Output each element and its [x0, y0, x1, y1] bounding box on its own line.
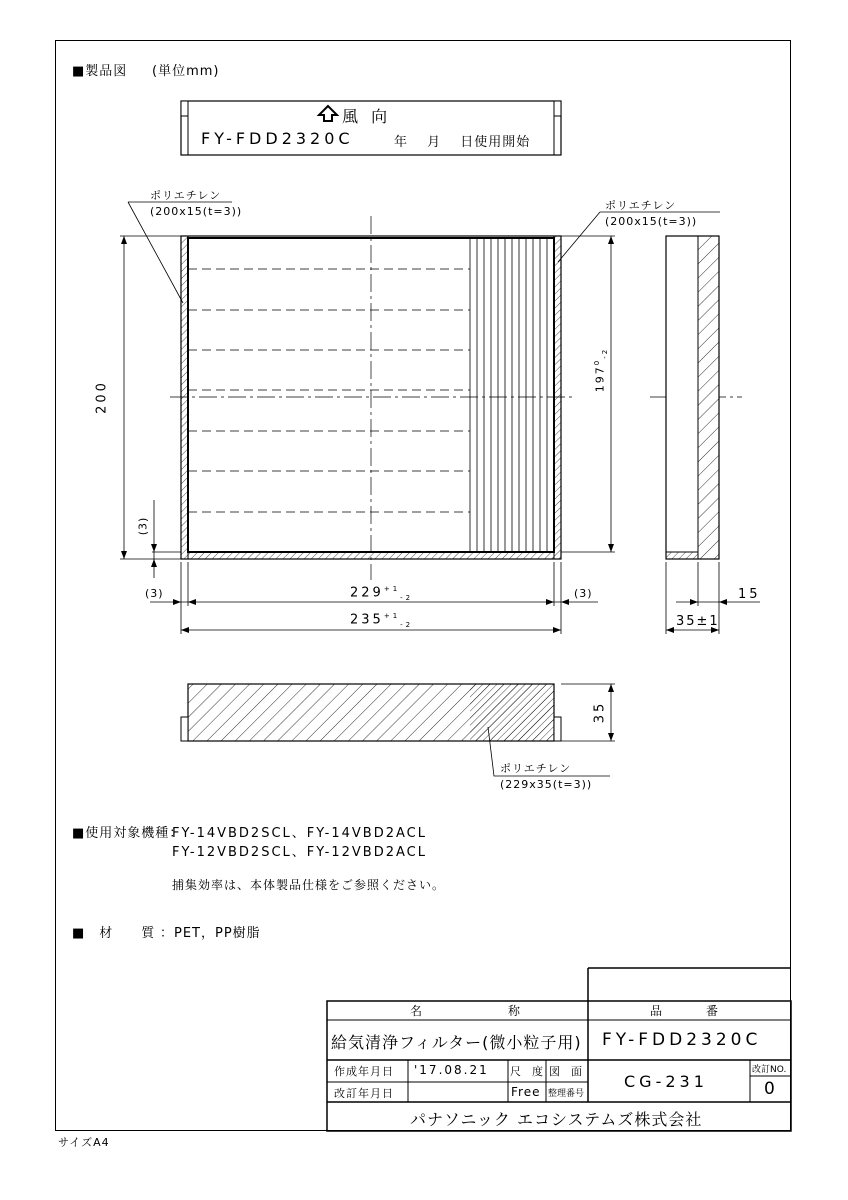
- reference-number-label: 整理番号: [548, 1089, 585, 1099]
- material-label: ■ 材 質: [72, 926, 156, 941]
- name-header: 名 称: [410, 1004, 523, 1018]
- dim-side-15: 15: [738, 587, 761, 602]
- dim-inner-height-tol-upper: 0: [593, 358, 602, 366]
- dim-bottom-left-3: (3): [145, 587, 164, 600]
- dim-height-200: 200: [94, 380, 110, 414]
- airflow-direction-label: 風 向: [342, 107, 392, 126]
- models-label: ■使用対象機種：: [72, 826, 184, 841]
- polyethylene-right-name: ポリエチレン: [605, 199, 677, 212]
- paper-size-label: サイズA4: [58, 1136, 110, 1149]
- unit-note: (単位mm): [152, 64, 220, 79]
- side-view: [666, 236, 760, 634]
- polyethylene-left-name: ポリエチレン: [150, 189, 222, 202]
- part-number-header: 品 番: [650, 1004, 721, 1018]
- product-name: 給気清浄フィルター(微小粒子用): [331, 1033, 582, 1052]
- dim-side-depth: 35±1: [676, 614, 720, 629]
- dim-inner-width: [350, 585, 413, 602]
- created-date: '17.08.21: [414, 1063, 489, 1077]
- polyethylene-left-spec: (200x15(t=3)): [150, 205, 243, 218]
- part-number: FY-FDD2320C: [602, 1030, 762, 1050]
- drawing-label: 図 面: [549, 1065, 582, 1078]
- dim-outer-width: [350, 612, 413, 629]
- models-line-2: FY-12VBD2SCL、FY-12VBD2ACL: [172, 845, 427, 860]
- dim-inner-height-tol-lower: -2: [600, 347, 609, 359]
- polyethylene-right-spec: (200x15(t=3)): [605, 215, 698, 228]
- material-value: ：PET，PP樹脂: [160, 926, 261, 941]
- dim-inner-height-value: 197: [593, 365, 607, 393]
- dim-inner-width-value: 229: [350, 585, 384, 601]
- dim-inner-height: [593, 348, 609, 392]
- dim-inner-width-tol-upper: +1: [383, 585, 401, 593]
- dim-left-3: (3): [136, 516, 150, 536]
- use-start-date-label: 年 月 日使用開始: [394, 135, 531, 150]
- polyethylene-bottom-spec: (229x35(t=3)): [500, 778, 593, 791]
- dim-outer-width-tol-lower: -2: [400, 620, 414, 629]
- front-view: [170, 216, 742, 580]
- drawing-title: ■製品図: [72, 64, 128, 79]
- company-name: パナソニック エコシステムズ株式会社: [410, 1110, 703, 1129]
- dim-outer-width-value: 235: [350, 612, 384, 628]
- dim-inner-width-tol-lower: -2: [400, 593, 414, 602]
- dim-bottom-right-3: (3): [574, 587, 593, 600]
- revised-date-label: 改訂年月日: [334, 1087, 394, 1100]
- scale-value: Free: [511, 1085, 541, 1099]
- efficiency-note: 捕集効率は、本体製品仕様をご参照ください。: [172, 878, 446, 892]
- models-line-1: FY-14VBD2SCL、FY-14VBD2ACL: [172, 826, 427, 841]
- dim-outer-width-tol-upper: +1: [383, 612, 401, 620]
- drawing-number: CG-231: [624, 1072, 708, 1091]
- revision-number: 0: [764, 1079, 777, 1099]
- scale-label: 尺 度: [510, 1065, 543, 1078]
- plate-model-number: FY-FDD2320C: [201, 129, 354, 148]
- polyethylene-bottom-name: ポリエチレン: [500, 762, 572, 775]
- revision-number-label: 改訂NO.: [752, 1065, 787, 1075]
- created-date-label: 作成年月日: [334, 1065, 394, 1078]
- dim-bottom-35: 35: [592, 700, 608, 724]
